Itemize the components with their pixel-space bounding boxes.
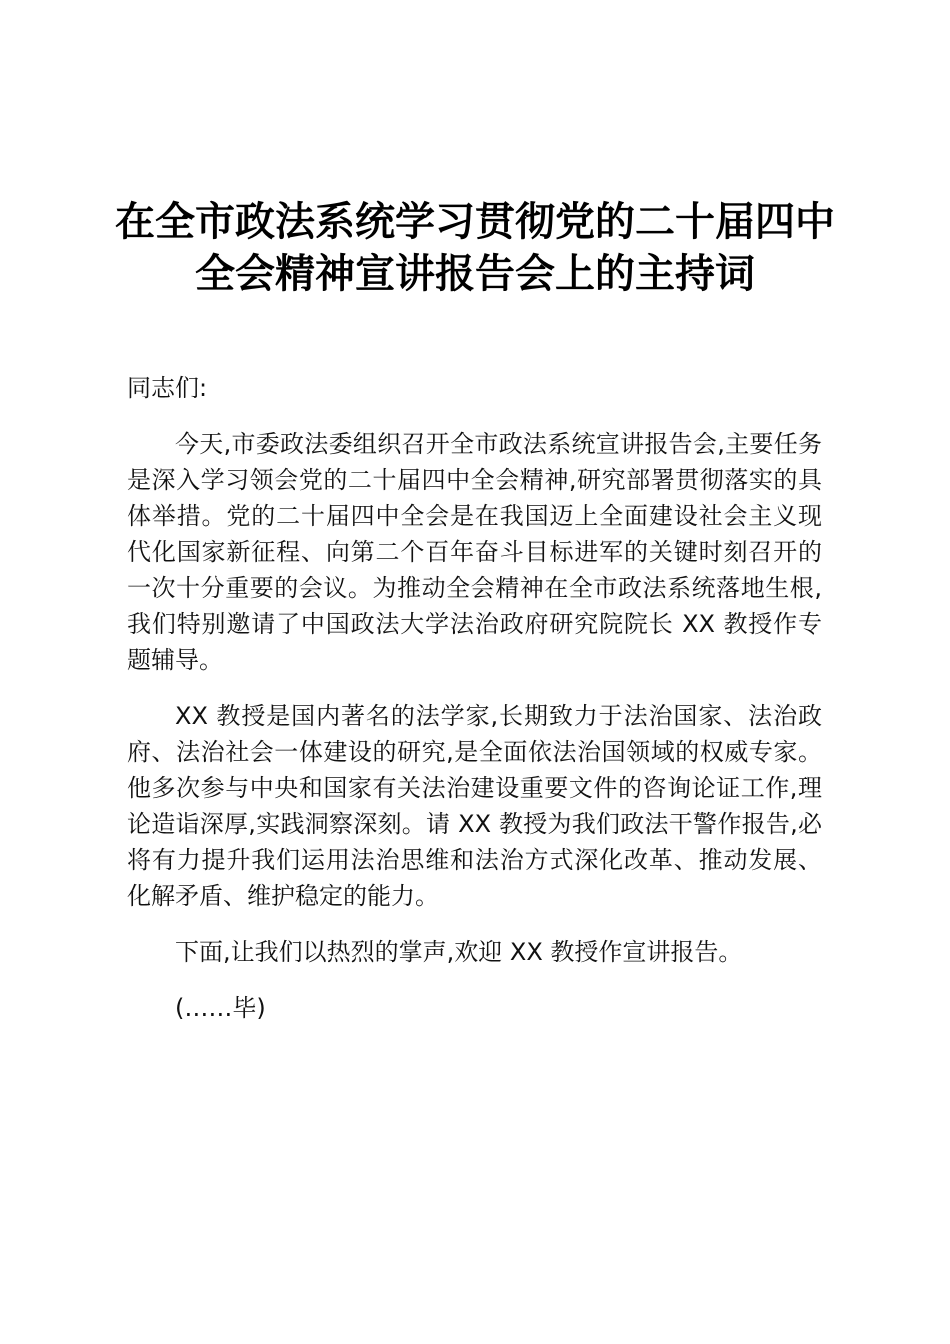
closing-note: (……毕) <box>175 994 266 1022</box>
document-title <box>100 196 850 300</box>
paragraph-welcome: 下面,让我们以热烈的掌声,欢迎 XX 教授作宣讲报告。 <box>175 938 743 966</box>
document-body <box>127 370 822 1026</box>
salutation: 同志们: <box>127 374 208 402</box>
paragraph-speaker-intro: XX 教授是国内著名的法学家,长期致力于法治国家、法治政府、法治社会一体建设的研究,是全面依法治国领域的权威专家。他多次参与中央和国家有关法治建设重要文件的咨询论证工作,理论造诣深厚,实践洞察深刻。请 XX 教授为我们政法干警作报告,必将有力提升我们运用法治思维和法治方式深化改革、推动发展、化解矛盾、维护稳定的能力。 <box>127 702 822 910</box>
title-line-1: 在全市政法系统学习贯彻党的二十届四中 <box>115 199 835 245</box>
paragraph-opening: 今天,市委政法委组织召开全市政法系统宣讲报告会,主要任务是深入学习领会党的二十届四中全会精神,研究部署贯彻落实的具体举措。党的二十届四中全会是在我国迈上全面建设社会主义现代化国家新征程、向第二个百年奋斗目标进军的关键时刻召开的一次十分重要的会议。为推动全会精神在全市政法系统落地生根,我们特别邀请了中国政法大学法治政府研究院院长 XX 教授作专题辅导。 <box>127 430 822 674</box>
title-line-2: 全会精神宣讲报告会上的主持词 <box>195 251 755 297</box>
